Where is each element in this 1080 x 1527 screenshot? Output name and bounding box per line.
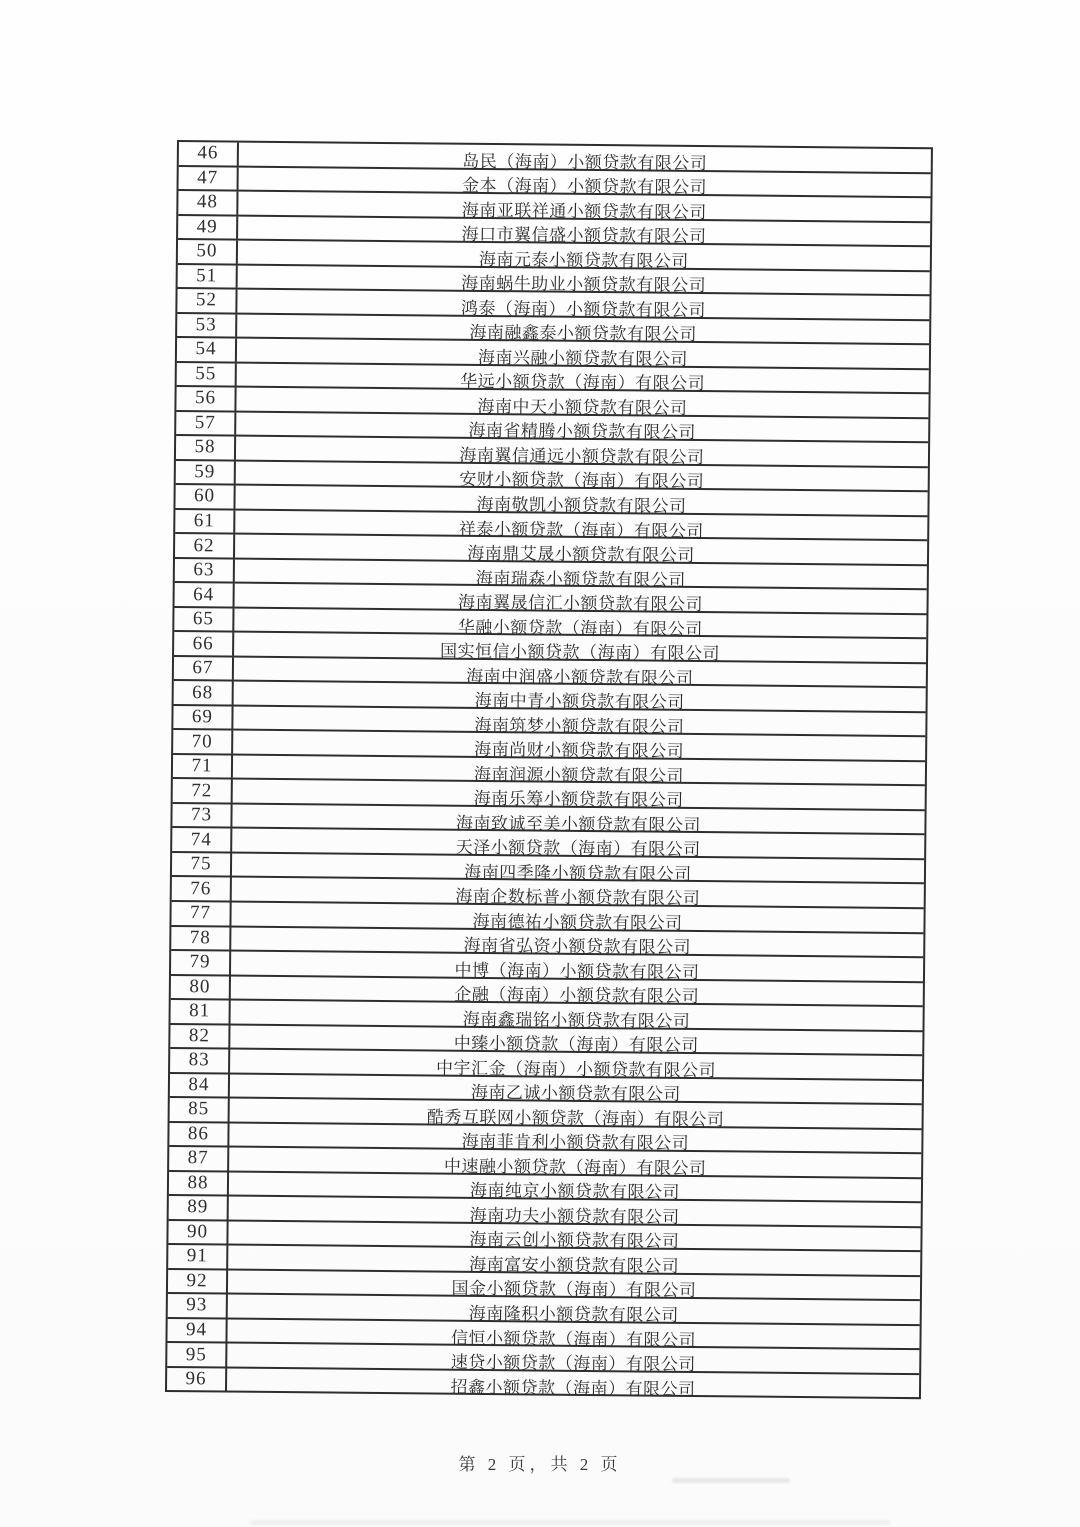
row-number-cell: 62 [175,534,235,557]
company-name-cell: 海南翼晟信汇小额贷款有限公司 [457,592,704,615]
table-row [179,142,931,172]
row-number-cell: 60 [175,485,235,508]
row-number-cell: 91 [168,1245,228,1268]
row-number-cell: 63 [175,559,235,582]
company-name-cell: 海南翼信通远小额贷款有限公司 [459,445,705,468]
company-name-cell: 海南筑梦小额贷款有限公司 [474,715,685,737]
company-name-cell: 安财小额贷款（海南）有限公司 [459,470,705,492]
company-name-cell: 中宇汇金（海南）小额贷款有限公司 [436,1058,717,1081]
company-name-cell: 天泽小额贷款（海南）有限公司 [455,837,701,860]
company-name-cell: 海南尚财小额贷款有限公司 [474,740,685,762]
row-number-cell: 93 [168,1294,228,1317]
row-number-cell: 50 [178,240,238,263]
row-number-cell: 54 [177,338,237,361]
company-name-cell: 速贷小额贷款（海南）有限公司 [450,1352,696,1375]
row-number-cell: 90 [168,1221,228,1244]
company-name-cell: 海南鼎艾晟小额贷款有限公司 [467,543,695,566]
company-name-cell: 海南瑞森小额贷款有限公司 [475,568,686,590]
company-name-cell: 海南菲肯利小额贷款有限公司 [461,1132,690,1154]
company-name-cell: 海南兴融小额贷款有限公司 [477,347,689,369]
row-number-cell: 80 [171,976,231,999]
row-number-cell: 69 [173,706,233,729]
row-number-cell: 68 [174,681,234,704]
row-number-cell: 53 [177,314,237,337]
row-number-cell: 64 [175,583,235,606]
row-number-cell: 48 [178,191,238,214]
row-number-cell: 66 [174,632,234,655]
company-name-cell: 招鑫小额贷款（海南）有限公司 [450,1377,696,1399]
row-number-cell: 92 [168,1270,228,1293]
company-name-cell: 企融（海南）小额贷款有限公司 [454,984,700,1007]
company-name-cell: 海南中青小额贷款有限公司 [474,690,685,713]
row-number-cell: 74 [172,828,232,851]
row-number-cell: 67 [174,657,234,680]
company-name-cell: 海南元泰小额贷款有限公司 [478,249,689,271]
row-number-cell: 61 [175,510,235,533]
row-number-cell: 83 [170,1049,230,1072]
company-name-cell: 海口市翼信盛小额贷款有限公司 [461,225,707,247]
company-name-cell: 海南四季隆小额贷款有限公司 [464,862,692,884]
company-name-cell: 中速融小额贷款（海南）有限公司 [443,1156,707,1179]
row-number-cell: 79 [171,951,231,974]
company-name-cell: 海南富安小额贷款有限公司 [469,1254,680,1276]
company-name-cell: 海南鑫瑞铭小额贷款有限公司 [462,1009,691,1031]
row-number-cell: 49 [178,216,238,239]
row-number-cell: 51 [178,265,238,288]
company-name-cell: 海南致诚至美小额贷款有限公司 [455,813,702,835]
row-number-cell: 71 [173,755,233,778]
company-name-cell: 海南蜗牛助业小额贷款有限公司 [461,274,707,296]
company-name-cell: 海南亚联祥通小额贷款有限公司 [461,200,707,222]
company-name-cell: 海南纯京小额贷款有限公司 [469,1181,681,1203]
row-number-cell: 88 [169,1172,229,1195]
row-number-cell: 65 [174,608,234,631]
company-name-cell: 华融小额贷款（海南）有限公司 [457,617,703,639]
company-name-cell: 海南省弘资小额贷款有限公司 [463,936,692,958]
row-number-cell: 47 [179,167,239,190]
company-name-cell: 中博（海南）小额贷款有限公司 [454,960,700,982]
company-name-cell: 海南中润盛小额贷款有限公司 [466,666,694,688]
row-number-cell: 59 [176,461,236,484]
company-name-cell: 中臻小额贷款（海南）有限公司 [453,1034,699,1056]
company-name-cell: 国实恒信小额贷款（海南）有限公司 [440,641,721,664]
row-number-cell: 81 [171,1000,231,1023]
company-name-cell: 海南润源小额贷款有限公司 [473,764,685,786]
row-number-cell: 87 [169,1147,229,1170]
company-name-cell: 信恒小额贷款（海南）有限公司 [450,1328,697,1350]
row-number-cell: 94 [167,1319,227,1342]
row-number-cell: 78 [171,926,231,949]
company-name-cell: 国金小额贷款（海南）有限公司 [451,1279,697,1301]
row-number-cell: 52 [177,289,237,312]
company-name-cell: 海南融鑫泰小额贷款有限公司 [469,323,697,345]
row-number-cell: 55 [177,363,237,386]
row-number-cell: 77 [171,902,231,925]
company-name-cell: 海南企数标普小额贷款有限公司 [455,886,701,909]
company-name-cell: 海南乙诚小额贷款有限公司 [470,1083,681,1105]
page-number-footer: 第 2 页，共 2 页 [458,1455,622,1474]
row-number-cell: 73 [172,804,232,827]
row-number-cell: 70 [173,730,233,753]
row-number-cell: 72 [173,779,233,802]
row-number-cell: 57 [176,412,236,435]
company-name-cell: 海南云创小额贷款有限公司 [469,1230,680,1252]
row-number-cell: 75 [172,853,232,876]
row-number-cell: 86 [169,1123,229,1146]
row-number-cell: 58 [176,436,236,459]
company-name-cell: 岛民（海南）小额贷款有限公司 [462,151,708,173]
company-list-table [165,140,933,1399]
row-number-cell: 82 [170,1025,230,1048]
row-number-cell: 56 [176,387,236,410]
company-name-cell: 海南省精腾小额贷款有限公司 [468,421,697,443]
company-name-cell: 酷秀互联网小额贷款（海南）有限公司 [426,1107,725,1130]
company-name-cell: 海南隆积小额贷款有限公司 [468,1303,679,1325]
row-number-cell: 84 [170,1074,230,1097]
company-name-cell: 海南敬凯小额贷款有限公司 [476,494,687,516]
row-number-cell: 46 [179,142,239,165]
row-number-cell: 95 [167,1343,227,1366]
company-name-cell: 海南功夫小额贷款有限公司 [469,1205,680,1227]
row-number-cell: 89 [169,1196,229,1219]
row-number-cell: 85 [170,1098,230,1121]
company-name-cell: 祥泰小额贷款（海南）有限公司 [458,519,704,541]
company-name-cell: 华远小额贷款（海南）有限公司 [460,372,706,394]
scan-artifact [250,1520,890,1525]
company-name-cell: 海南德祐小额贷款有限公司 [472,911,683,933]
company-name-cell: 海南乐筹小额贷款有限公司 [473,789,684,811]
company-name-cell: 金本（海南）小额贷款有限公司 [461,176,708,198]
scan-artifact [672,1478,790,1483]
company-name-cell: 海南中天小额贷款有限公司 [477,396,688,418]
company-name-cell: 鸿泰（海南）小额贷款有限公司 [460,298,706,320]
row-number-cell: 76 [172,877,232,900]
row-number-cell: 96 [167,1368,227,1391]
